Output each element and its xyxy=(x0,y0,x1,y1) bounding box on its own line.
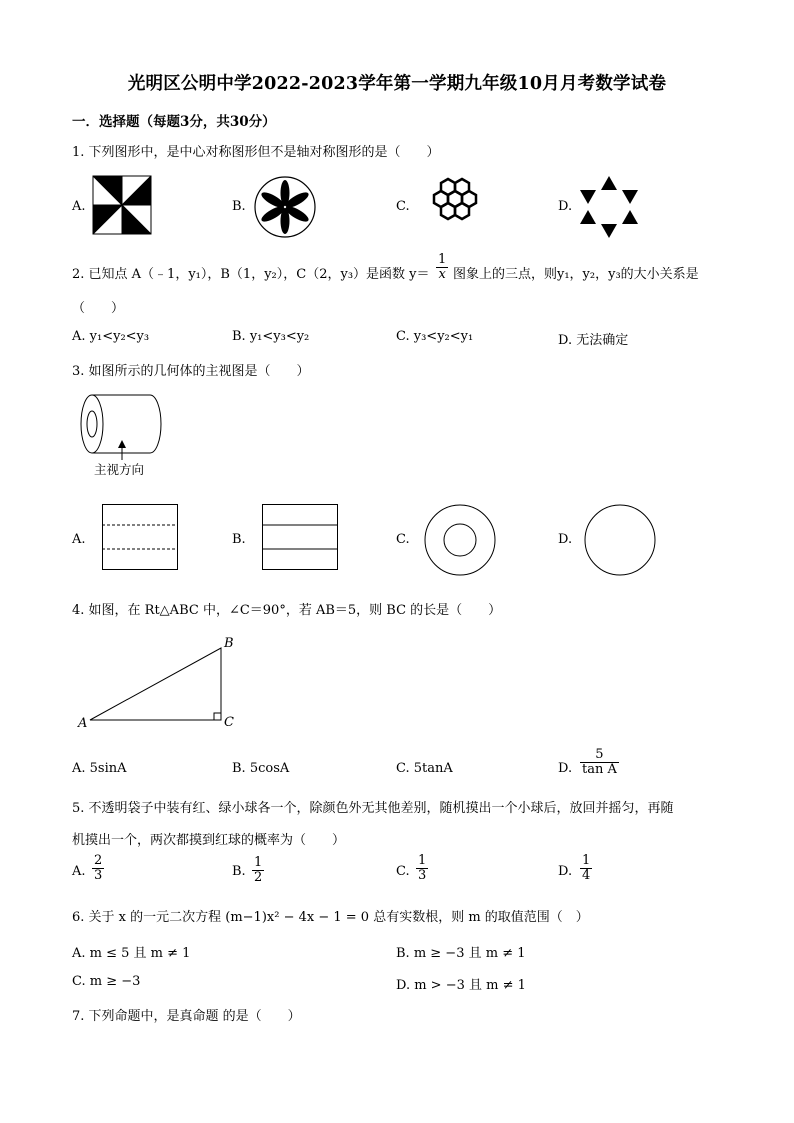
q4-d-numerator: 5 xyxy=(580,748,619,763)
q2-option-a: A. y₁<y₂<y₃ xyxy=(72,329,150,344)
q3-label-d: D. xyxy=(558,532,573,547)
point-a-label: A xyxy=(78,716,88,731)
rect-solid-lines-figure xyxy=(262,504,338,570)
q5-d-numerator: 1 xyxy=(582,853,591,868)
q3-label-b: B. xyxy=(232,532,246,547)
q4-option-d: D. xyxy=(558,761,573,776)
q5-a-numerator: 2 xyxy=(94,853,103,868)
q1-label-c: C. xyxy=(396,199,410,214)
point-b-label: B xyxy=(224,636,234,651)
q5-fraction-a xyxy=(92,854,104,884)
pinwheel-figure xyxy=(93,176,151,234)
q2-fraction xyxy=(436,253,448,283)
q2-fraction-numerator: 1 xyxy=(438,252,447,267)
hexagon-cluster-figure xyxy=(418,178,480,234)
q5-b-denominator: 2 xyxy=(254,870,263,886)
question-4-stem: 4. 如图，在 Rt△ABC 中，∠C＝90°，若 AB＝5，则 BC 的长是（ ） xyxy=(72,603,502,618)
rect-dashed-lines-figure xyxy=(102,504,178,570)
q6-option-d: D. m > −3 且 m ≠ 1 xyxy=(396,978,526,993)
question-2-stem-start: 2. 已知点 A（﹣1，y₁），B（1，y₂），C（2，y₃）是函数 y＝ xyxy=(72,267,430,282)
q5-label-c: C. xyxy=(396,864,410,879)
question-1-stem: 1. 下列图形中，是中心对称图形但不是轴对称图形的是（ ） xyxy=(72,145,440,160)
q3-label-a: A. xyxy=(72,532,86,547)
q5-d-denominator: 4 xyxy=(582,868,591,884)
q2-option-d: D. 无法确定 xyxy=(558,333,629,348)
q1-label-d: D. xyxy=(558,199,573,214)
point-c-label: C xyxy=(224,715,234,730)
q4-option-c: C. 5tanA xyxy=(396,761,453,776)
page-title: 光明区公明中学2022-2023学年第一学期九年级10月月考数学试卷 xyxy=(127,74,667,94)
q5-b-numerator: 1 xyxy=(254,855,263,870)
q5-fraction-c xyxy=(416,854,428,884)
question-5-stem-line1: 5. 不透明袋子中装有红、绿小球各一个，除颜色外无其他差别，随机摸出一个小球后，放回并摇匀，再随 xyxy=(72,801,674,816)
question-5-stem-line2: 机摸出一个，两次都摸到红球的概率为（ ） xyxy=(72,833,346,848)
q6-option-a: A. m ≤ 5 且 m ≠ 1 xyxy=(72,946,191,961)
q5-c-numerator: 1 xyxy=(418,853,427,868)
q5-a-denominator: 3 xyxy=(94,868,103,884)
q2-option-b: B. y₁<y₃<y₂ xyxy=(232,329,310,344)
q4-option-a: A. 5sinA xyxy=(72,761,127,776)
q2-option-c: C. y₃<y₂<y₁ xyxy=(396,329,474,344)
q2-fraction-denominator: x xyxy=(438,267,446,283)
cylinder-tube-figure xyxy=(78,392,162,458)
right-triangle-figure xyxy=(88,645,228,725)
q3-label-c: C. xyxy=(396,532,410,547)
q1-label-b: B. xyxy=(232,199,246,214)
question-7-stem: 7. 下列命题中，是真命题 的是（ ） xyxy=(72,1009,301,1024)
q6-option-c: C. m ≥ −3 xyxy=(72,974,141,989)
q5-label-a: A. xyxy=(72,864,86,879)
q5-c-denominator: 3 xyxy=(418,868,427,884)
question-6-stem: 6. 关于 x 的一元二次方程 (m−1)x² − 4x − 1 = 0 总有实数根，则 m 的取值范围（ ） xyxy=(72,910,589,925)
question-3-stem: 3. 如图所示的几何体的主视图是（ ） xyxy=(72,364,310,379)
single-circle-figure xyxy=(584,504,656,576)
q5-label-b: B. xyxy=(232,864,246,879)
flower-circle-figure xyxy=(254,176,316,238)
question-2-stem-end: 图象上的三点，则y₁，y₂，y₃的大小关系是 xyxy=(453,267,699,282)
q4-option-b: B. 5cosA xyxy=(232,761,290,776)
q5-label-d: D. xyxy=(558,864,573,879)
q5-fraction-b xyxy=(252,856,264,886)
q4-option-d-fraction xyxy=(580,748,619,778)
star-of-david-figure xyxy=(580,176,638,238)
question-2-bracket: （ ） xyxy=(72,301,125,316)
q6-option-b: B. m ≥ −3 且 m ≠ 1 xyxy=(396,946,526,961)
direction-label: 主视方向 xyxy=(94,462,145,477)
section-heading: 一．选择题（每题3分，共30分） xyxy=(72,114,276,130)
q5-fraction-d xyxy=(580,854,592,884)
concentric-circles-figure xyxy=(424,504,496,576)
q1-label-a: A. xyxy=(72,199,86,214)
q4-d-denominator: tan A xyxy=(582,762,617,778)
